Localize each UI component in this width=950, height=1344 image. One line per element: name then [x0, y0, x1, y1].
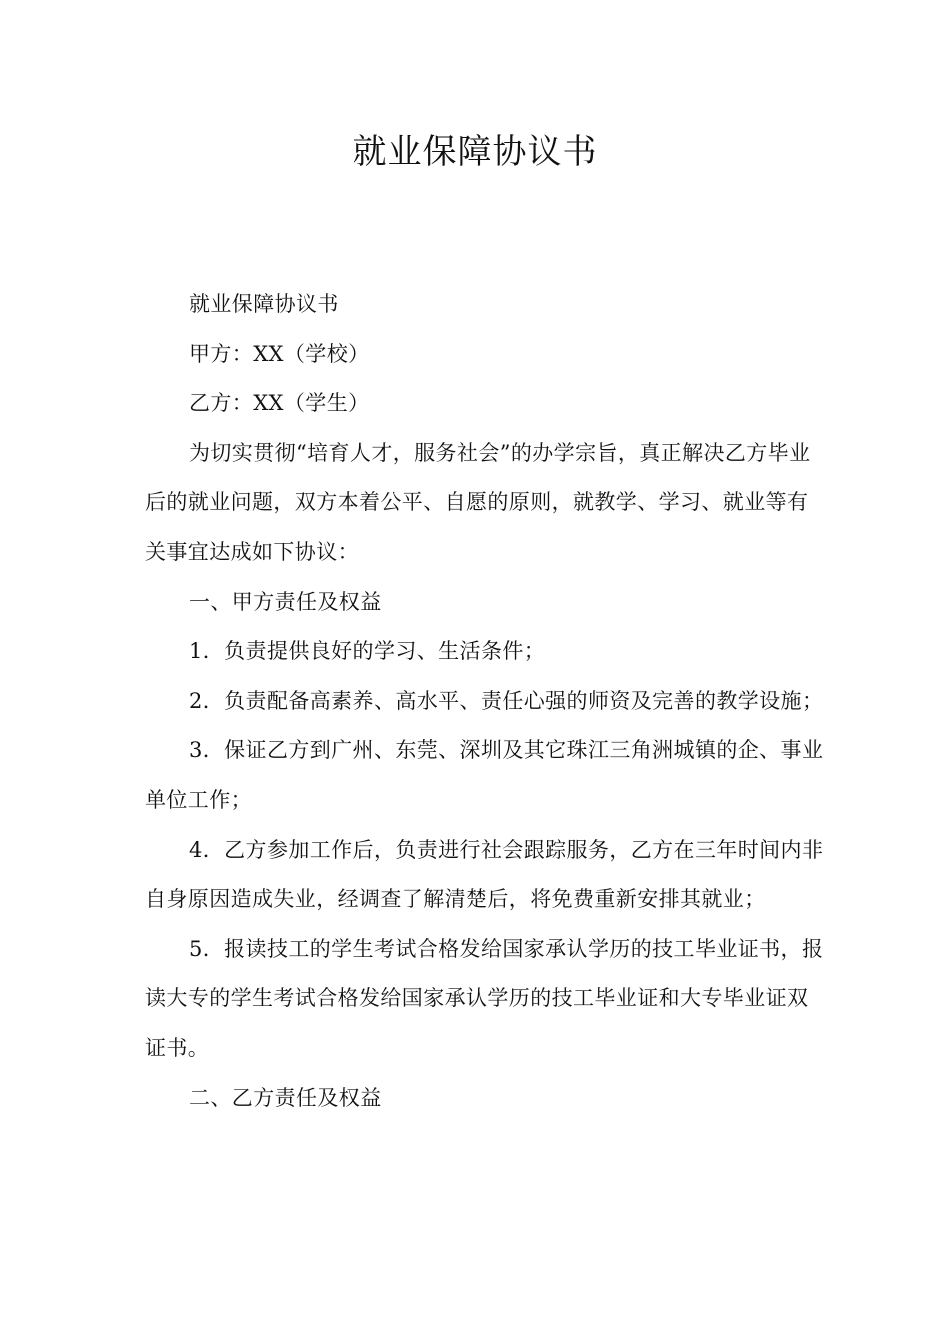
paragraph-heading: 就业保障协议书 [189, 292, 339, 316]
document-body [145, 280, 825, 1123]
clause-2: 2．负责配备高素养、高水平、责任心强的师资及完善的教学设施； [189, 688, 824, 713]
paragraph-preamble: 为切实贯彻“培育人才，服务社会”的办学宗旨，真正解决乙方毕业后的就业问题，双方本着公平、自愿的原则，就教学、学习、就业等有关事宜达成如下协议： [145, 440, 811, 564]
clause-3: 3．保证乙方到广州、东莞、深圳及其它珠江三角洲城镇的企、事业单位工作； [145, 738, 824, 812]
clause-5: 5．报读技工的学生考试合格发给国家承认学历的技工毕业证书，报读大专的学生考试合格发给国家承认学历的技工毕业证和大专毕业证双证书。 [145, 936, 824, 1060]
paragraph-party-a: 甲方：XX（学校） [189, 341, 370, 366]
paragraph-party-b: 乙方：XX（学生） [189, 391, 370, 416]
section-heading-party-a: 一、甲方责任及权益 [189, 589, 382, 614]
clause-1: 1．负责提供良好的学习、生活条件； [189, 639, 546, 664]
document-title: 就业保障协议书 [352, 132, 598, 172]
clause-4: 4．乙方参加工作后，负责进行社会跟踪服务，乙方在三年时间内非自身原因造成失业，经调查了解清楚后，将免费重新安排其就业； [145, 837, 824, 912]
section-heading-party-b: 二、乙方责任及权益 [189, 1085, 382, 1110]
